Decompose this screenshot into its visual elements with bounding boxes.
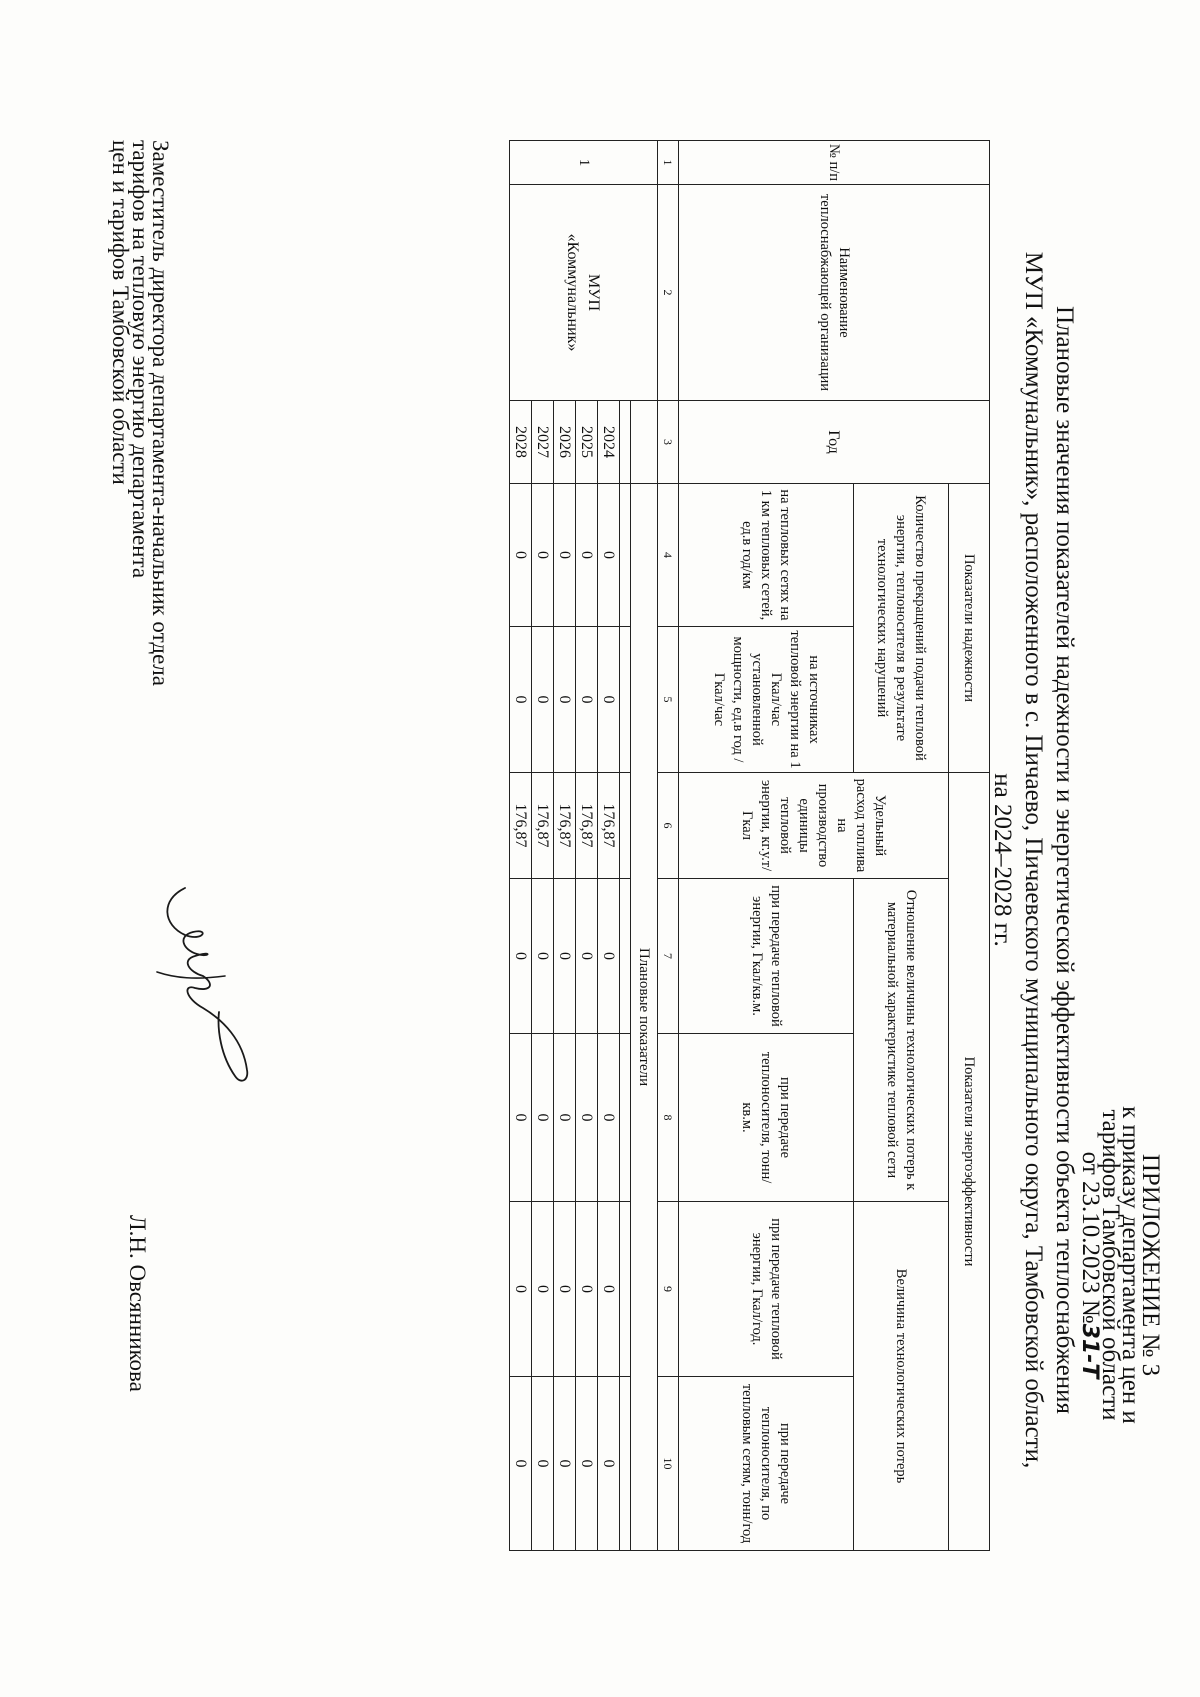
header-specific-fuel: Удельный расход топлива на производство единицы тепловой энергии, кг.у.т/Гкал [679, 773, 949, 879]
empty-cell [620, 1202, 631, 1377]
value-cell: 0 [510, 627, 532, 773]
empty-cell [620, 484, 631, 627]
header-on-sources: на источниках тепловой энергии на 1 Гкал/час установленной мощности, ед.в год /Гкал/час [679, 627, 854, 773]
appendix-number: ПРИЛОЖЕНИЕ № 3 [1137, 1153, 1164, 1377]
year-cell: 2027 [532, 401, 554, 484]
org-name-cell [510, 185, 658, 401]
header-year: Год [679, 401, 990, 484]
column-number: 8 [658, 1034, 679, 1202]
position-line-1: Заместитель директора департамента-начальник отдела [148, 140, 173, 686]
value-cell: 0 [598, 1202, 620, 1377]
column-number: 1 [658, 141, 679, 185]
empty-cell [620, 1034, 631, 1202]
value-cell: 0 [532, 1377, 554, 1551]
org-name-line-2: «Коммунальник» [564, 233, 582, 352]
value-cell: 0 [510, 879, 532, 1034]
group-label: Плановые показатели [631, 484, 658, 1551]
column-number: 6 [658, 773, 679, 879]
signatory-name: Л.Н. Овсянникова [125, 1215, 150, 1392]
column-number: 10 [658, 1377, 679, 1551]
value-cell: 0 [554, 1202, 576, 1377]
column-number: 2 [658, 185, 679, 401]
header-heat-energy-ratio: при передаче тепловой энергии, Гкал/кв.м. [679, 879, 854, 1034]
header-reliability: Показатели надежности [949, 484, 990, 773]
value-cell: 176,87 [554, 773, 576, 879]
column-number-row [658, 141, 679, 1551]
empty-cell [620, 773, 631, 879]
empty-cell [620, 879, 631, 1034]
column-number: 9 [658, 1202, 679, 1377]
signatory-position [108, 140, 173, 840]
value-cell: 0 [576, 1377, 598, 1551]
value-cell: 176,87 [576, 773, 598, 879]
title-line-2: МУП «Коммунальник», расположенного в с. Пичаево, Пичаевского муниципального округа, Тамбовской области, [1020, 251, 1047, 1469]
org-name-line-1: МУП [585, 273, 603, 312]
title-line-3: на 2024–2028 гг. [989, 773, 1016, 947]
value-cell: 0 [532, 1034, 554, 1202]
value-cell: 0 [554, 1377, 576, 1551]
column-number: 3 [658, 401, 679, 484]
handwritten-signature [145, 880, 255, 1090]
value-cell: 0 [554, 879, 576, 1034]
value-cell: 0 [576, 1034, 598, 1202]
value-cell: 0 [576, 879, 598, 1034]
appendix-order-number: 31-Т [1077, 1323, 1102, 1379]
value-cell: 0 [554, 627, 576, 773]
value-cell: 0 [554, 1034, 576, 1202]
appendix-department: тарифов Тамбовской области [1097, 1109, 1124, 1421]
column-number: 4 [658, 484, 679, 627]
year-cell: 2024 [598, 401, 620, 484]
column-number: 7 [658, 879, 679, 1034]
appendix-date: от 23.10.2023 № [1077, 1151, 1104, 1324]
year-cell: 2025 [576, 401, 598, 484]
value-cell: 176,87 [510, 773, 532, 879]
appendix-order-ref: к приказу департамента цен и [1117, 1106, 1144, 1424]
value-cell: 0 [576, 627, 598, 773]
header-interruptions: Количество прекращений подачи тепловой энергии, теплоносителя в результате технологических нарушений [854, 484, 949, 773]
header-org: Наименование теплоснабжающей организации [679, 185, 990, 401]
year-cell: 2026 [554, 401, 576, 484]
empty-cell [631, 401, 658, 484]
header-carrier-ratio: при передаче теплоносителя, тонн/кв.м. [679, 1034, 854, 1202]
header-num: № п/п [679, 141, 990, 185]
empty-cell [620, 1377, 631, 1551]
value-cell: 0 [510, 484, 532, 627]
value-cell: 0 [510, 1377, 532, 1551]
title-line-1: Плановые значения показателей надежности и энергетической эффективности объекта теплоснабжения [1051, 305, 1078, 1415]
value-cell: 0 [532, 1202, 554, 1377]
value-cell: 0 [598, 627, 620, 773]
value-cell: 0 [598, 879, 620, 1034]
empty-cell [620, 627, 631, 773]
value-cell: 0 [510, 1202, 532, 1377]
appendix-date-line [1077, 1005, 1104, 1525]
header-losses: Величина технологических потерь [854, 1202, 949, 1551]
empty-cell [620, 401, 631, 484]
group-row [631, 141, 658, 1551]
header-on-networks: на тепловых сетях на 1 км тепловых сетей, ед.в год/км [679, 484, 854, 627]
value-cell: 0 [510, 1034, 532, 1202]
value-cell: 0 [598, 1034, 620, 1202]
header-heat-energy-loss: при передаче тепловой энергии, Гкал/год. [679, 1202, 854, 1377]
value-cell: 176,87 [598, 773, 620, 879]
year-cell: 2028 [510, 401, 532, 484]
column-number: 5 [658, 627, 679, 773]
value-cell: 0 [598, 484, 620, 627]
appendix-header [1077, 1005, 1164, 1525]
document-title [987, 120, 1080, 1600]
value-cell: 0 [532, 484, 554, 627]
value-cell: 0 [532, 627, 554, 773]
value-cell: 0 [532, 879, 554, 1034]
value-cell: 176,87 [532, 773, 554, 879]
position-line-2: тарифов на тепловую энергию департамента [128, 140, 153, 579]
position-line-3: цен и тарифов Тамбовской области [108, 140, 133, 485]
value-cell: 0 [576, 484, 598, 627]
header-efficiency: Показатели энергоэффективности [949, 773, 990, 1551]
header-carrier-loss: при передаче теплоносителя, по тепловым сетям, тонн/год [679, 1377, 854, 1551]
header-ratio: Отношение величины технологических потерь к материальной характеристике тепловой сети [854, 879, 949, 1202]
indicators-table-wrapper [509, 140, 990, 1550]
indicators-table [509, 140, 990, 1551]
value-cell: 0 [598, 1377, 620, 1551]
value-cell: 0 [576, 1202, 598, 1377]
value-cell: 0 [554, 484, 576, 627]
org-number-cell: 1 [510, 141, 658, 185]
